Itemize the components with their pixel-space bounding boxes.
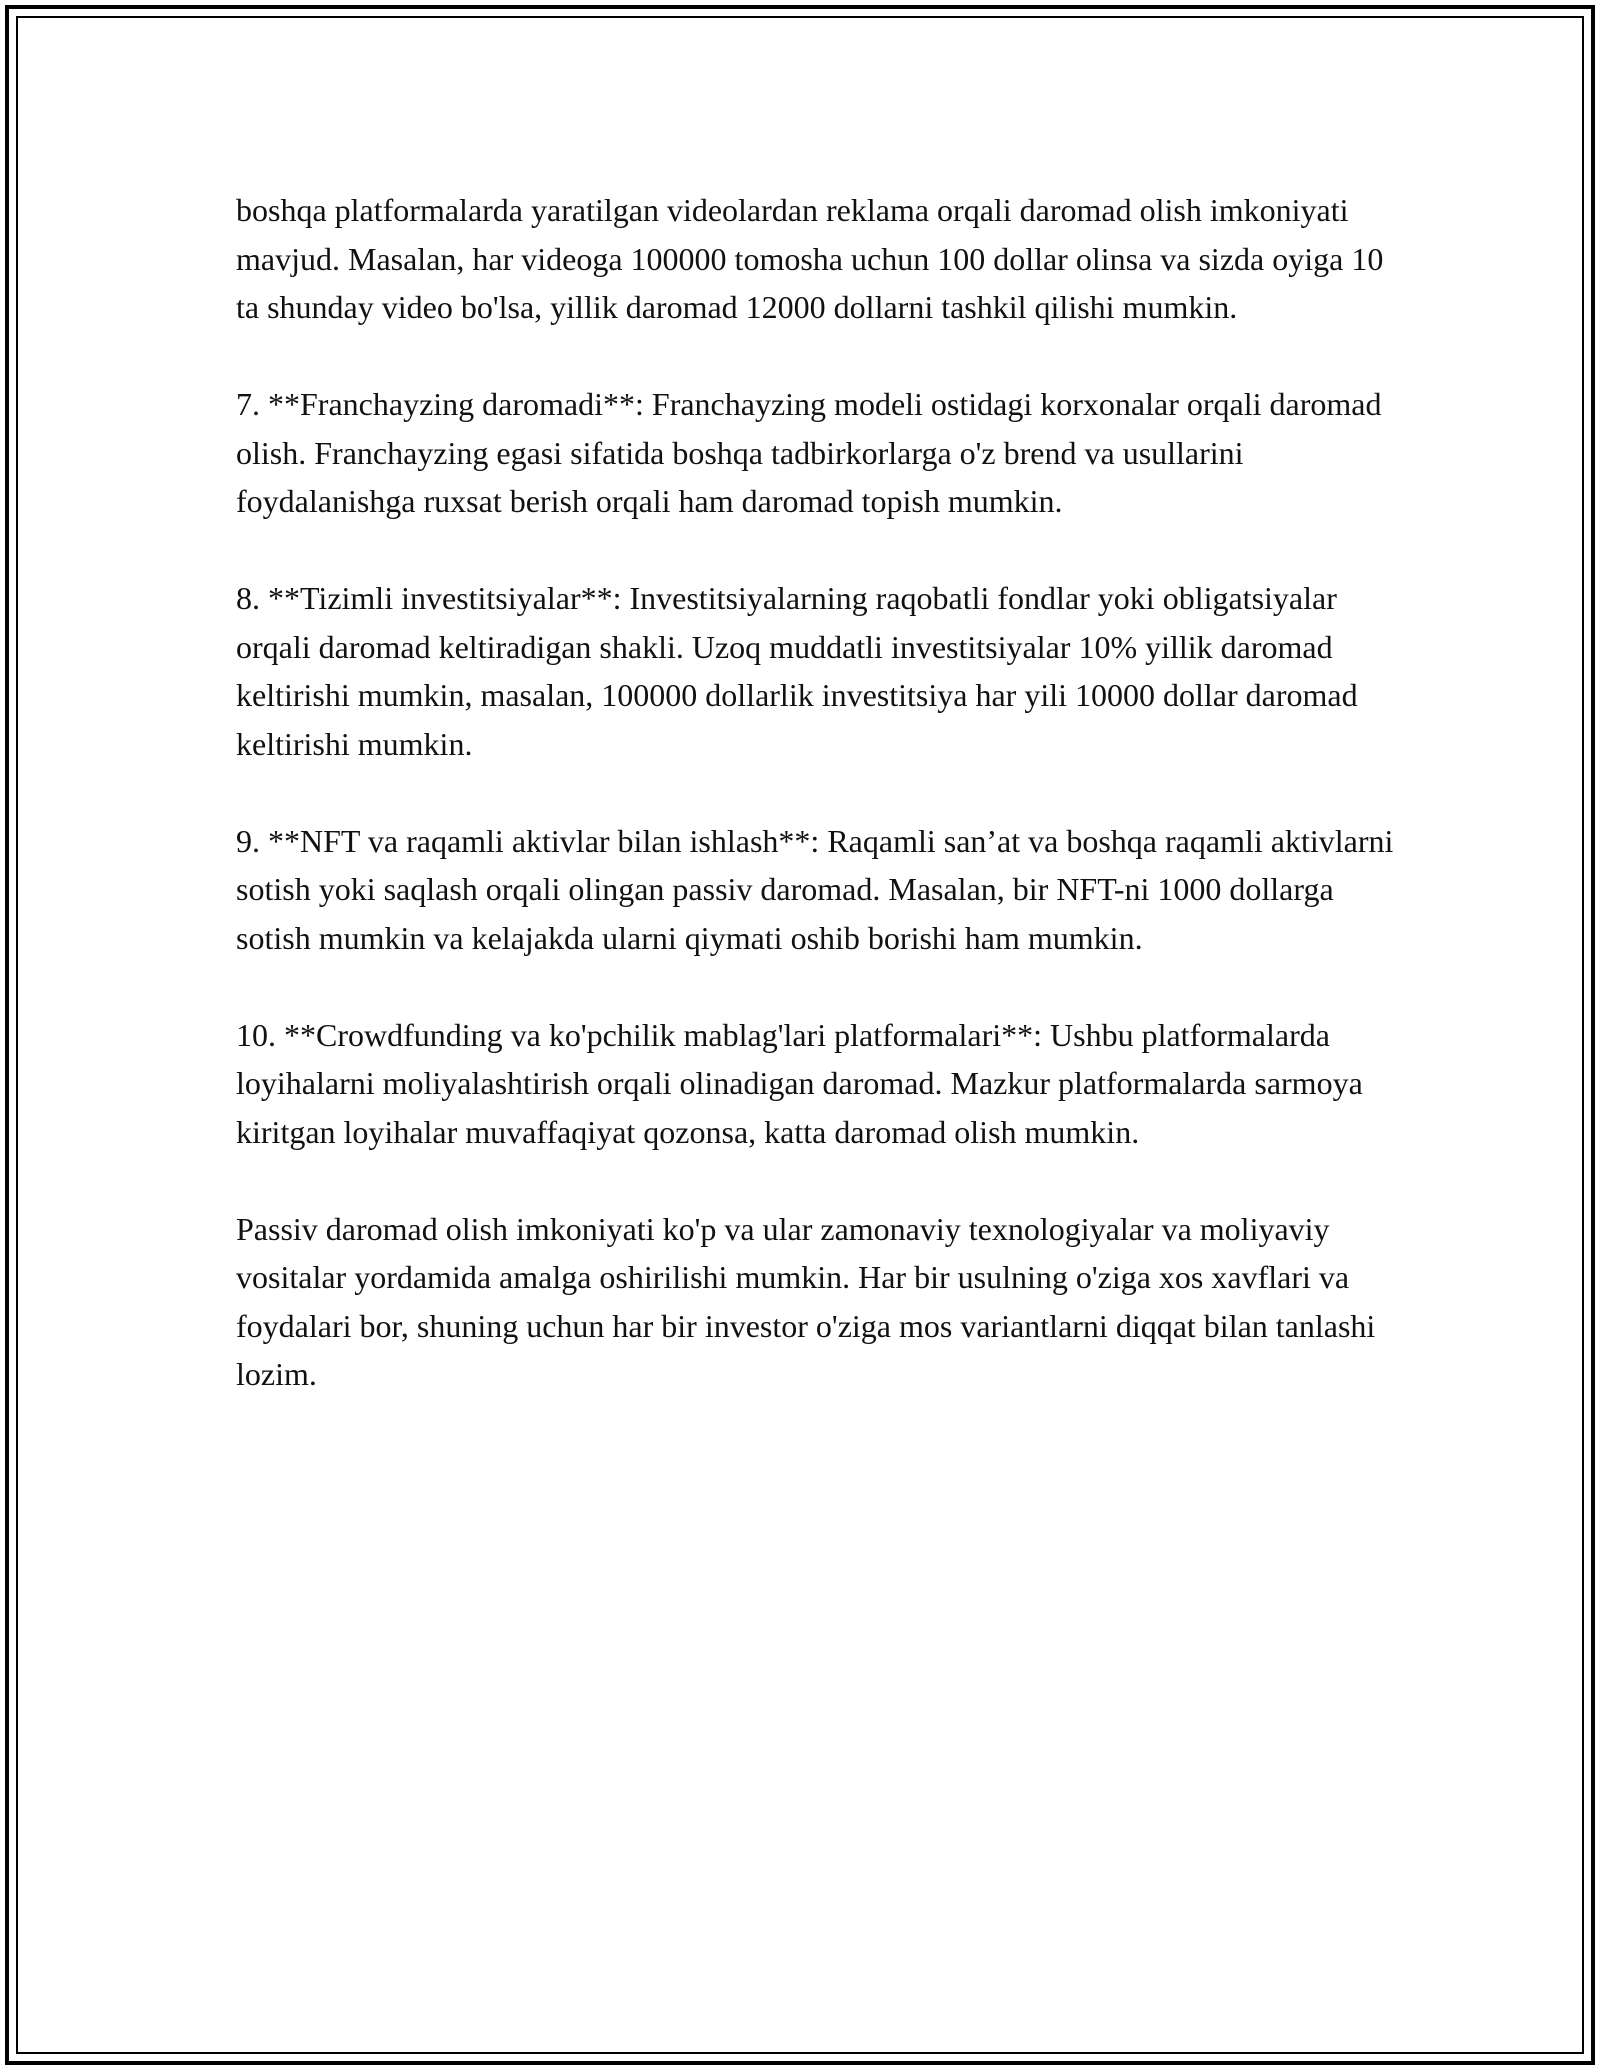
paragraph-item-9: 9. **NFT va raqamli aktivlar bilan ishlash**: Raqamli san’at va boshqa raqamli aktivlarni sotish yoki saqlash orqali olingan passiv daromad. Masalan, bir NFT-ni 1000 dollarga sotish mumkin va kelajakda ularni qiymati oshib borishi ham mumkin. [236,822,1394,956]
paragraph-item-10: 10. **Crowdfunding va ko'pchilik mablag'lari platformalari**: Ushbu platformalarda loyihalarni moliyalashtirish orqali olinadigan daromad. Mazkur platformalarda sarmoya kiritgan loyihalar muvaffaqiyat qozonsa, katta daromad olish mumkin. [236,1016,1363,1150]
paragraph-continuation: boshqa platformalarda yaratilgan videolardan reklama orqali daromad olish imkoniyati mavjud. Masalan, har videoga 100000 tomosha uchun 100 dollar olinsa va sizda oyiga 10 ta shunday video bo'lsa, yillik daromad 12000 dollarni tashkil qilishi mumkin. [236,192,1384,325]
paragraph-conclusion: Passiv daromad olish imkoniyati ko'p va ular zamonaviy texnologiyalar va moliyaviy vositalar yordamida amalga oshirilishi mumkin. Har bir usulning o'ziga xos xavflari va foydalari bor, shuning uchun har bir investor o'ziga mos variantlarni diqqat bilan tanlashi lozim. [236,1210,1376,1392]
document-body [236,186,1396,1447]
paragraph-item-8: 8. **Tizimli investitsiyalar**: Investitsiyalarning raqobatli fondlar yoki obligatsiyalar orqali daromad keltiradigan shakli. Uzoq muddatli investitsiyalar 10% yillik daromad keltirishi mumkin, masalan, 100000 dollarlik investitsiya har yili 10000 dollar daromad keltirishi mumkin. [236,580,1358,762]
paragraph-item-7: 7. **Franchayzing daromadi**: Franchayzing modeli ostidagi korxonalar orqali daromad olish. Franchayzing egasi sifatida boshqa tadbirkorlarga o'z brend va usullarini foydalanishga ruxsat berish orqali ham daromad topish mumkin. [236,386,1382,519]
